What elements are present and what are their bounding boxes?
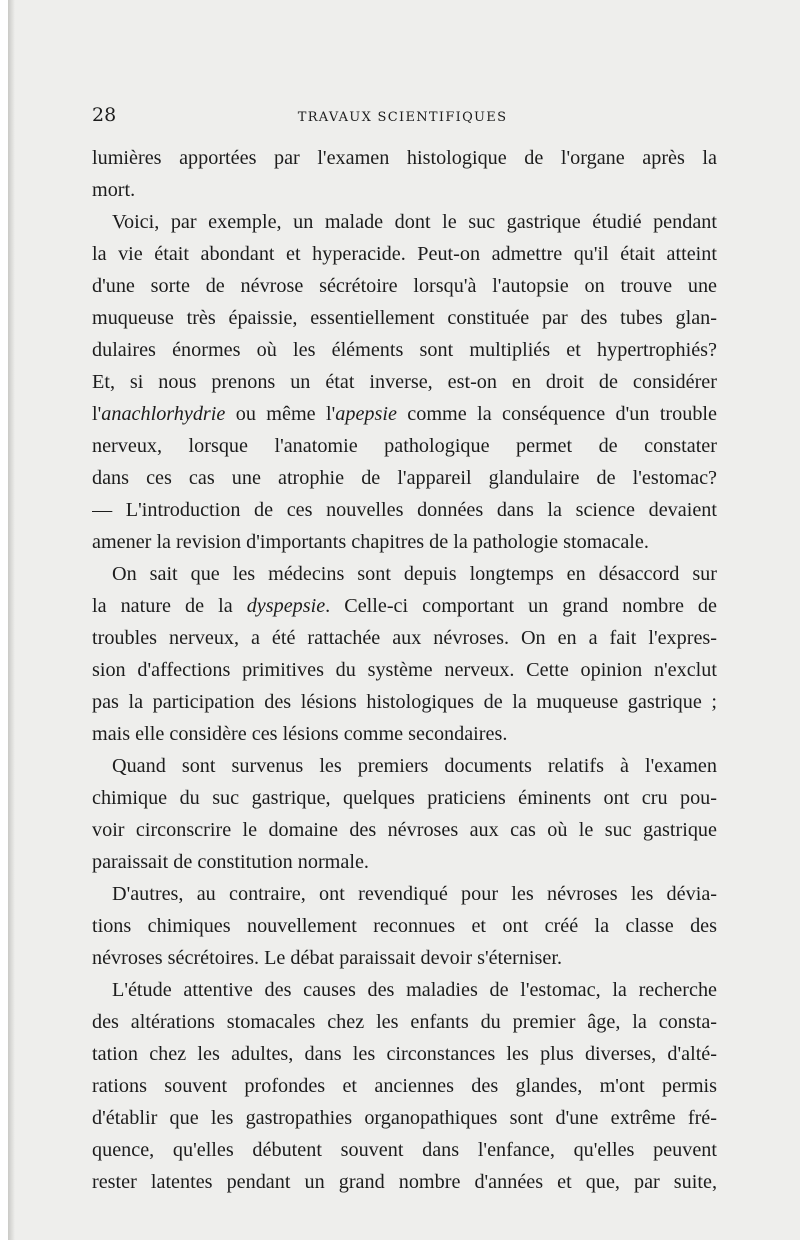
text-line: Quand sont survenus les premiers documents relatifs à l'examen	[112, 755, 717, 777]
text-line: dulaires énormes où les éléments sont multipliés et hypertrophiés?	[92, 339, 717, 361]
text-run: comme la conséquence d'un trouble	[396, 403, 717, 425]
running-title: TRAVAUX SCIENTIFIQUES	[297, 110, 508, 125]
text-line: L'étude attentive des causes des maladies de l'estomac, la recherche	[112, 979, 717, 1001]
text-line: Voici, par exemple, un malade dont le suc gastrique étudié pendant	[112, 211, 717, 233]
text-line: troubles nerveux, a été rattachée aux névroses. On en a fait l'expres-	[92, 627, 717, 649]
text-line: rations souvent profondes et anciennes des glandes, m'ont permis	[92, 1075, 717, 1097]
text-line: tation chez les adultes, dans les circonstances les plus diverses, d'alté-	[92, 1043, 717, 1065]
text-line: — L'introduction de ces nouvelles données dans la science devaient	[92, 499, 717, 521]
text-line	[92, 398, 717, 430]
text-line: chimique du suc gastrique, quelques praticiens éminents ont cru pou-	[92, 787, 717, 809]
text-line: mort.	[92, 179, 136, 201]
text-line: la vie était abondant et hyperacide. Peut-on admettre qu'il était atteint	[92, 243, 717, 265]
text-line: tions chimiques nouvellement reconnues et ont créé la classe des	[92, 915, 717, 937]
italic-term-apepsie: apepsie	[335, 403, 397, 425]
text-line: quence, qu'elles débutent souvent dans l'enfance, qu'elles peuvent	[92, 1139, 717, 1161]
text-run: ou même l'	[225, 403, 336, 425]
text-line: On sait que les médecins sont depuis longtemps en désaccord sur	[112, 563, 717, 585]
text-line: amener la revision d'importants chapitres de la pathologie stomacale.	[92, 531, 649, 553]
text-run: la nature de la	[92, 595, 247, 617]
text-line: des altérations stomacales chez les enfants du premier âge, la consta-	[92, 1011, 717, 1033]
italic-term-anachlorhydrie: anachlorhydrie	[101, 403, 226, 425]
text-run: . Celle-ci comportant un grand nombre de	[325, 595, 717, 617]
text-line: paraissait de constitution normale.	[92, 851, 369, 873]
text-line: Et, si nous prenons un état inverse, est-on en droit de considérer	[92, 371, 717, 393]
page-number: 28	[92, 104, 117, 126]
page-header	[88, 98, 717, 132]
text-line: voir circonscrire le domaine des névroses aux cas où le suc gastrique	[92, 819, 717, 841]
book-page	[8, 0, 800, 1240]
text-line: sion d'affections primitives du système nerveux. Cette opinion n'exclut	[92, 659, 717, 681]
body-text	[92, 142, 717, 1198]
text-line: lumières apportées par l'examen histologique de l'organe après la	[92, 147, 717, 169]
italic-term-dyspepsie: dyspepsie	[246, 595, 326, 617]
text-line: pas la participation des lésions histologiques de la muqueuse gastrique ;	[92, 691, 717, 713]
text-line: d'une sorte de névrose sécrétoire lorsqu'à l'autopsie on trouve une	[92, 275, 717, 297]
text-line: dans ces cas une atrophie de l'appareil glandulaire de l'estomac?	[92, 467, 717, 489]
text-line: nerveux, lorsque l'anatomie pathologique permet de constater	[92, 435, 717, 457]
text-line: d'établir que les gastropathies organopathiques sont d'une extrême fré-	[92, 1107, 717, 1129]
text-line: névroses sécrétoires. Le débat paraissait devoir s'éterniser.	[92, 947, 563, 969]
text-line: mais elle considère ces lésions comme secondaires.	[92, 723, 508, 745]
text-run: l'	[92, 403, 102, 425]
text-line: D'autres, au contraire, ont revendiqué pour les névroses les dévia-	[112, 883, 717, 905]
text-line: muqueuse très épaissie, essentiellement constituée par des tubes glan-	[92, 307, 717, 329]
text-line: rester latentes pendant un grand nombre d'années et que, par suite,	[92, 1171, 717, 1193]
text-line	[92, 590, 717, 622]
